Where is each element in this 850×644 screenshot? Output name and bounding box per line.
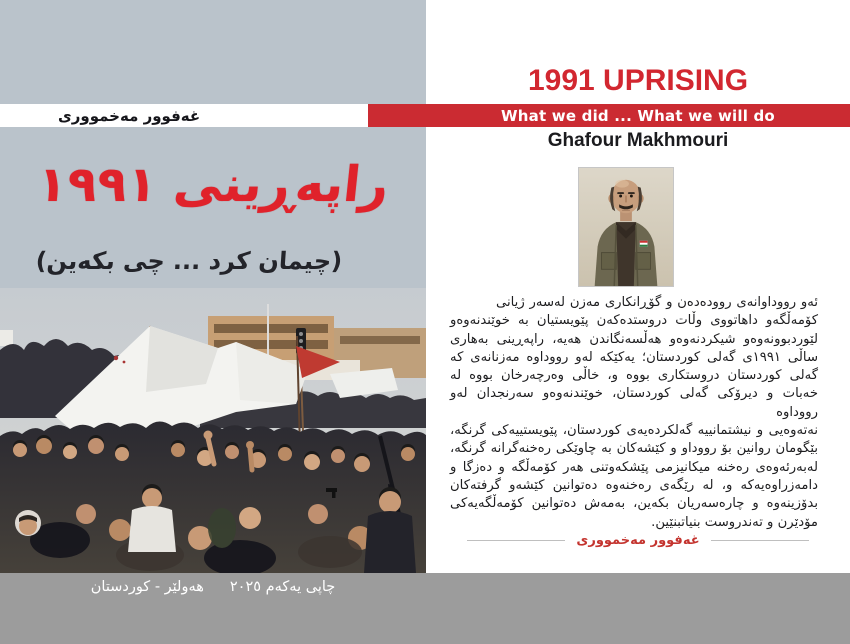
blurb-line: لەبەرئەوەی رەخنە میکانیزمی پێشکەوتنی هەر کۆمەڵگە و دەزگا و [450,459,818,475]
back-cover-title: 1991 UPRISING [527,64,749,97]
blurb-line: گەلی کوردستان دروستکاری بووە و، خاڵی وەرچەرخان بووە لە [450,368,818,384]
front-cover-subtitle: (چیمان کرد ... چی بکەین) [34,247,344,275]
flag-pin [640,241,648,247]
tagline-strip [368,104,850,127]
uprising-crowd-photo [0,288,426,573]
blurb-line: خەبات و دیرۆکی گەلی کوردستان، خوێندنەوەو سەرنجدان لەو رووداوە [450,386,818,420]
blurb-line: لێوردبوونەوەو شیکردنەوەو هەڵسەنگاندن هەیە، راپەڕینی بەهاری [450,331,818,347]
blurb-line: مۆدێرن و تەندروست بنیاتبنێین. [651,514,818,530]
place-text: هەولێر - کوردستان [90,579,204,595]
author-name-band [0,104,368,127]
edition-text: چاپی یەکەم ٢٠٢٥ [229,579,336,595]
imprint-line [0,579,426,595]
blurb-line: نەتەوەیی و نیشتمانییە گەلکردەیەی کوردستان، پێویستییەکی گرنگە، [450,423,818,439]
signature-rule-left [711,540,809,541]
signature-name: غەفوور مەخمووری [576,533,700,548]
blurb-line: کۆمەڵگەو داهاتووی وڵات دروستدەکەن پێویستیان بە خوێندنەوەو [450,313,818,329]
blurb-line: بدۆزینەوە و چارەسەریان بکەین، بەمەش دەتوانین کۆمەڵگەیەکی [450,496,818,512]
blurb-line: ئەو رووداوانەی روودەدەن و گۆڕانکاری مەزن لەسەر ژیانی [496,295,818,310]
signature-row [426,533,850,548]
back-cover-author: Ghafour Makhmouri [547,130,729,151]
footer-band [0,573,850,644]
signature-rule-right [467,540,565,541]
tagline-text: What we did ... What we will do [501,106,775,125]
blurb-line: بێگومان روانین بۆ رووداو و کێشەکان بە چاوێکی رەخنەگرانە گرنگە، [450,441,818,457]
author-portrait-photo [578,167,674,287]
woman-headscarf [15,510,41,536]
blurb-line: ساڵی ١٩٩١ی گەلی کوردستان؛ یەکێکە لەو رووداوە مەزنانەی کە [450,349,818,365]
author-name-kurdish: غەفوور مەخمووری [58,106,201,125]
front-cover-title: راپەڕینی ١٩٩١ [34,156,392,213]
blurb-line: دامەزراوەیەکە و، لە رێگەی رەخنەوە دەتوانین کێشەو گرفتەکان [450,477,818,493]
back-cover-blurb [450,294,818,532]
